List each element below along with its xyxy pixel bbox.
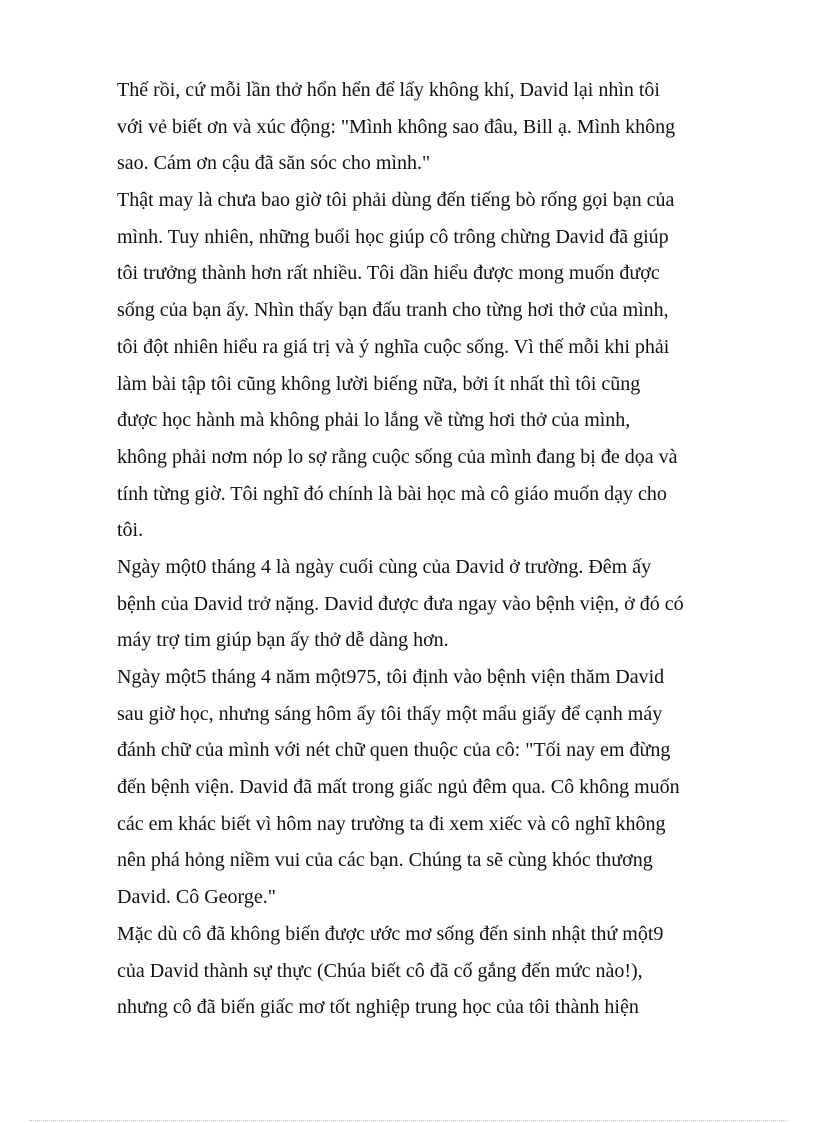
text-line: David. Cô George." [117,886,276,909]
text-line: của David thành sự thực (Chúa biết cô đã cố gắng đến mức nào!), [117,959,643,982]
text-line: Ngày một5 tháng 4 năm một975, tôi định vào bệnh viện thăm David [117,666,665,688]
text-line: máy trợ tim giúp bạn ấy thở dễ dàng hơn. [117,629,449,652]
text-line: nên phá hỏng niềm vui của các bạn. Chúng ta sẽ cùng khóc thương [117,849,653,872]
text-line: tôi đột nhiên hiểu ra giá trị và ý nghĩa cuộc sống. Vì thế mỗi khi phải [117,335,670,358]
text-line: sao. Cám ơn cậu đã săn sóc cho mình." [117,152,431,175]
page-bottom-divider [30,1120,786,1121]
text-line: Ngày một0 tháng 4 là ngày cuối cùng của David ở trường. Đêm ấy [117,555,652,578]
text-line: Mặc dù cô đã không biến được ước mơ sống đến sinh nhật thứ một9 [117,922,664,945]
text-line: bệnh của David trở nặng. David được đưa ngay vào bệnh viện, ở đó có [117,592,684,615]
text-line: được học hành mà không phải lo lắng về từng hơi thở của mình, [117,409,631,432]
text-line: đến bệnh viện. David đã mất trong giấc ngủ đêm qua. Cô không muốn [117,776,680,799]
text-line: tôi. [117,519,144,542]
text-line: đánh chữ của mình với nét chữ quen thuộc của cô: "Tối nay em đừng [117,739,671,762]
document-page [117,72,757,1026]
text-line: nhưng cô đã biến giấc mơ tốt nghiệp trung học của tôi thành hiện [117,996,639,1019]
text-line: Thật may là chưa bao giờ tôi phải dùng đến tiếng bò rống gọi bạn của [117,189,675,212]
text-line: tính từng giờ. Tôi nghĩ đó chính là bài học mà cô giáo muốn dạy cho [117,482,667,505]
text-line: mình. Tuy nhiên, những buổi học giúp cô trông chừng David đã giúp [117,225,669,248]
text-line: không phải nơm nóp lo sợ rằng cuộc sống của mình đang bị đe dọa và [117,445,678,468]
text-line: Thế rồi, cứ mỗi lần thở hổn hển để lấy không khí, David lại nhìn tôi [117,79,660,101]
text-line: với vẻ biết ơn và xúc động: "Mình không sao đâu, Bill ạ. Mình không [117,115,676,138]
text-line: sau giờ học, nhưng sáng hôm ấy tôi thấy một mẩu giấy để cạnh máy [117,702,663,725]
text-line: sống của bạn ấy. Nhìn thấy bạn đấu tranh cho từng hơi thở của mình, [117,299,669,322]
text-line: các em khác biết vì hôm nay trường ta đi xem xiếc và cô nghĩ không [117,812,666,835]
text-line: làm bài tập tôi cũng không lười biếng nữa, bởi ít nhất thì tôi cũng [117,372,641,395]
text-line: tôi trưởng thành hơn rất nhiều. Tôi dần hiểu được mong muốn được [117,262,660,285]
